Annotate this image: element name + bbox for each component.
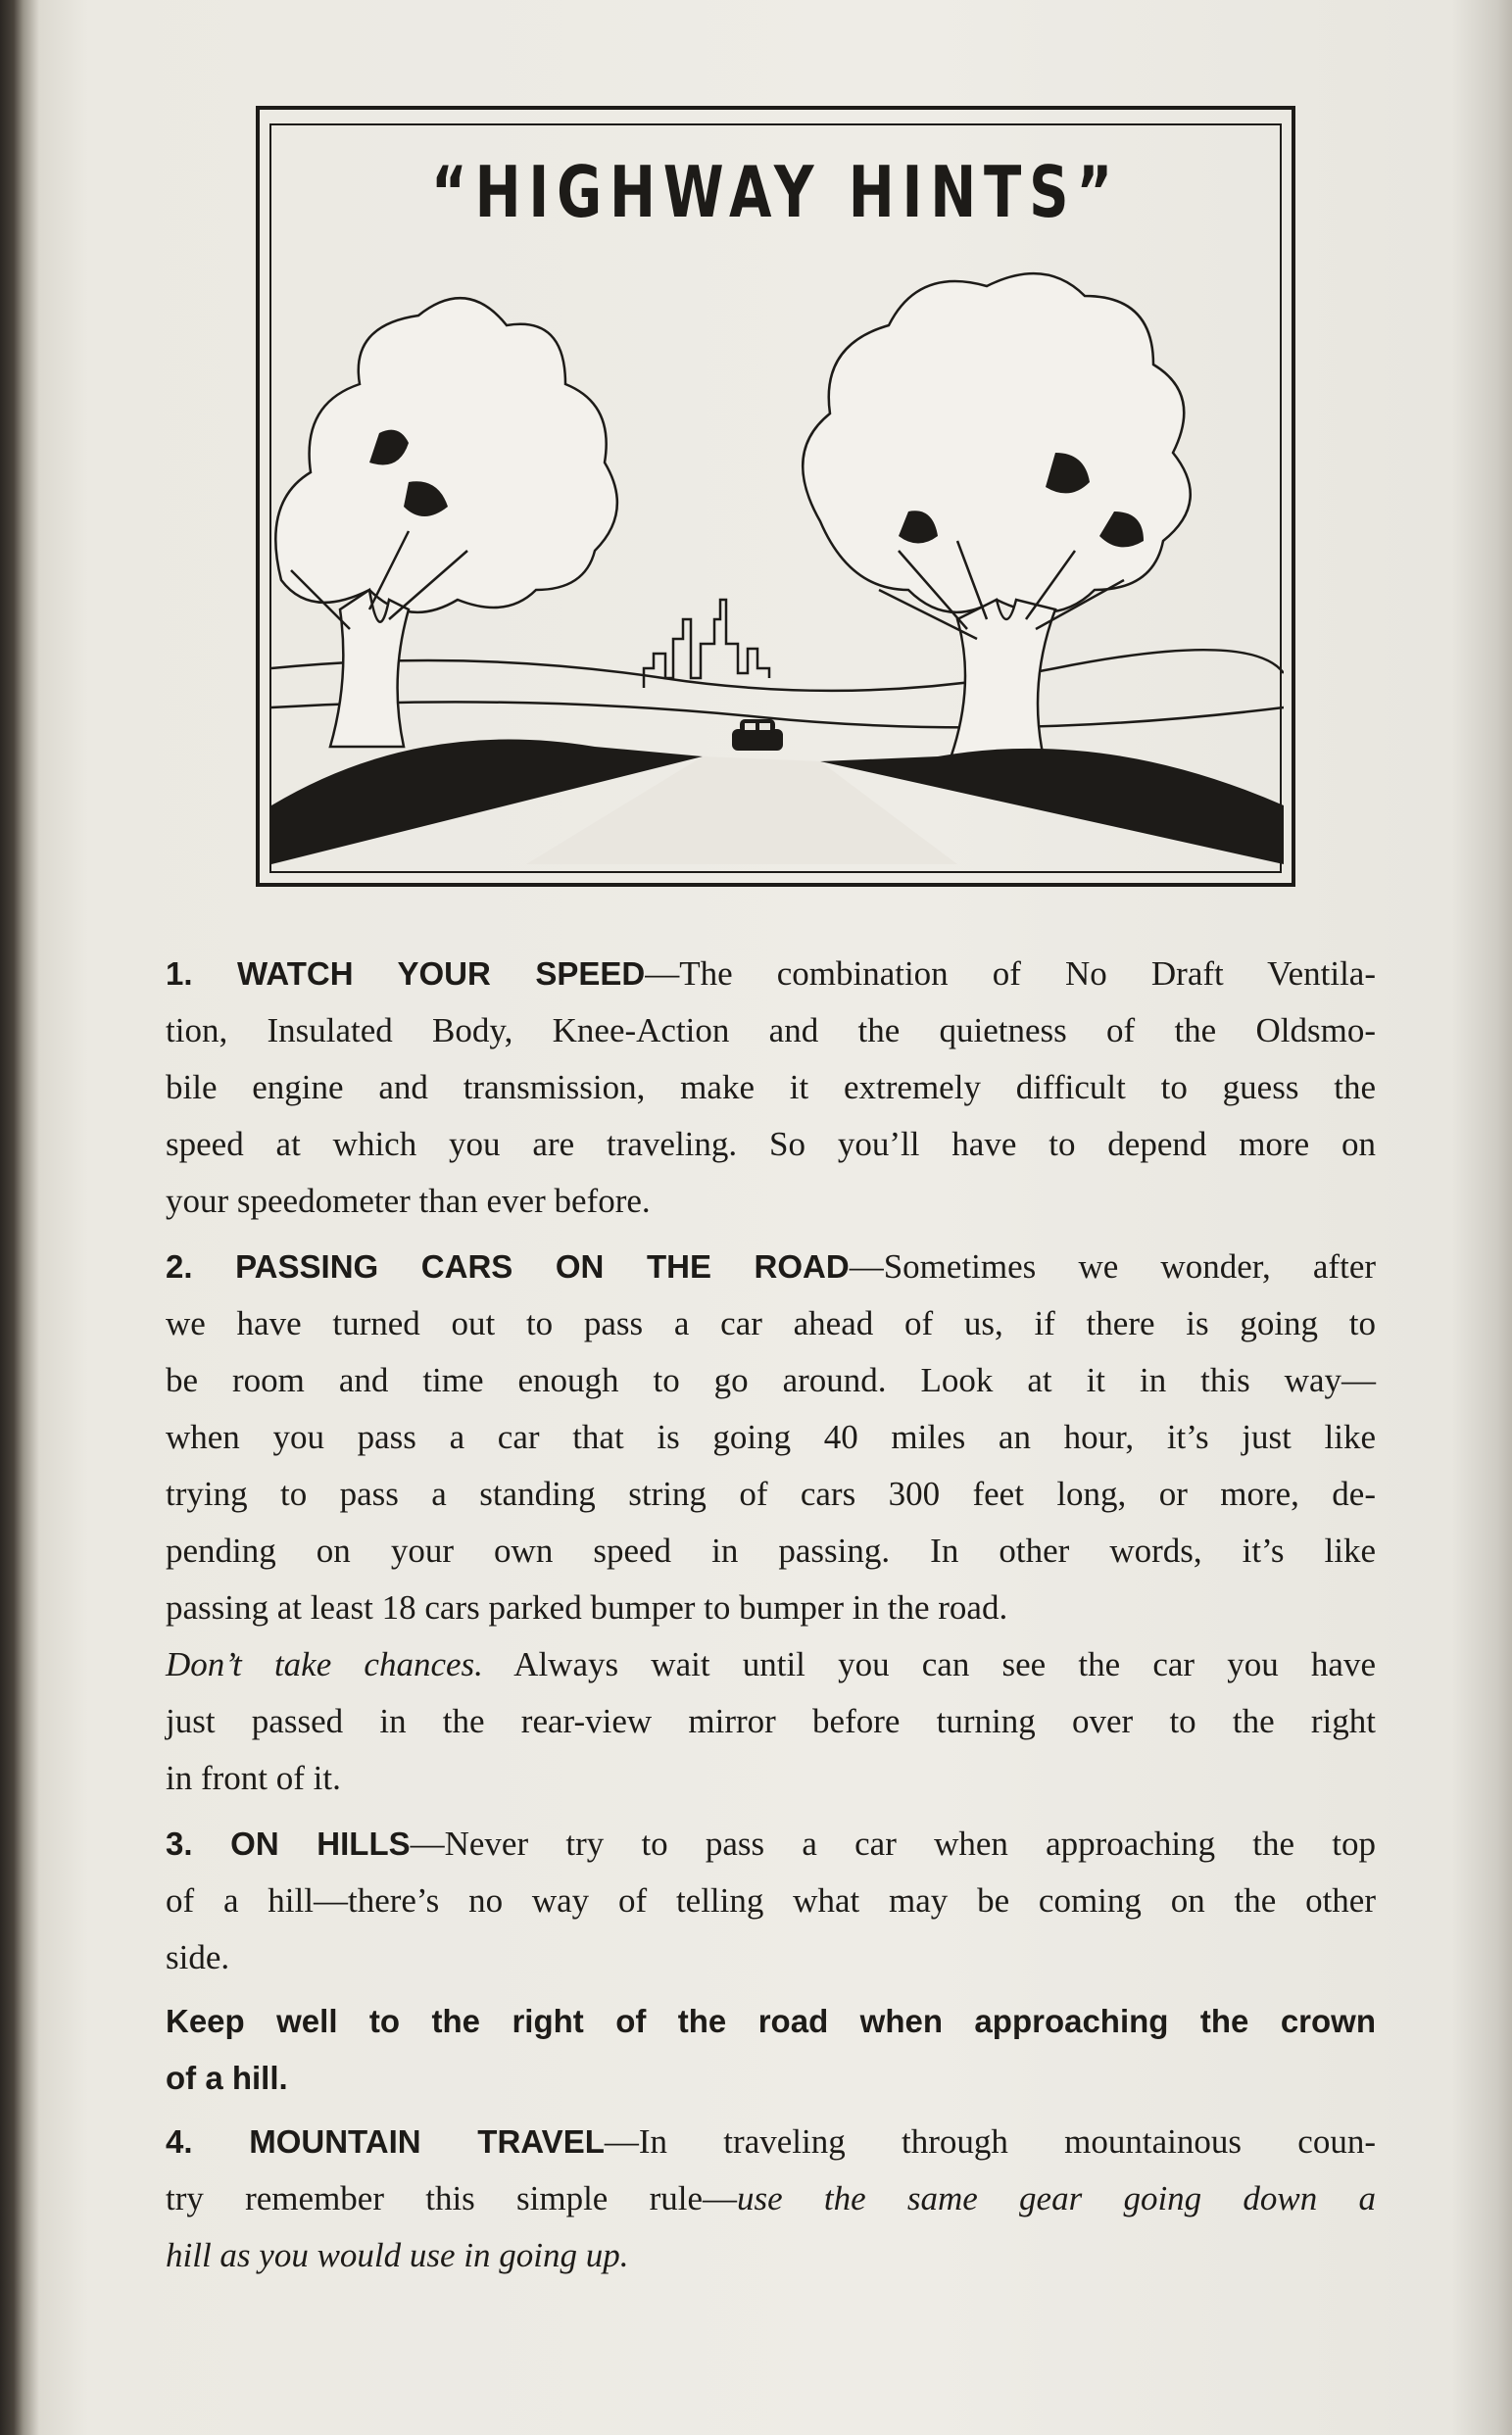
hint-text: speed at which you are traveling. So you’ll have to depend more on xyxy=(166,1125,1376,1163)
hint-heading: 3. ON HILLS xyxy=(166,1826,411,1862)
hint-text: of a hill—there’s no way of telling what may be coming on the other xyxy=(166,1881,1376,1920)
hint-text: —In traveling through mountainous coun- xyxy=(604,2122,1376,2161)
hint-text: Always wait until you can see the car you have xyxy=(482,1645,1377,1683)
hint-text: your speedometer than ever before. xyxy=(166,1182,651,1220)
hint-text: —Sometimes we wonder, after xyxy=(849,1247,1377,1286)
hint-text: passing at least 18 cars parked bumper to bumper in the road. xyxy=(166,1588,1008,1627)
illustration-frame xyxy=(256,106,1295,887)
hint-4 xyxy=(166,2114,1376,2284)
hint-text: trying to pass a standing string of cars 300 feet long, or more, de- xyxy=(166,1475,1376,1513)
hint-emphasis: use the same gear going down a xyxy=(737,2179,1376,2217)
hint-text: when you pass a car that is going 40 miles an hour, it’s just like xyxy=(166,1418,1376,1456)
hint-heading: 2. PASSING CARS ON THE ROAD xyxy=(166,1248,850,1285)
hint-text: we have turned out to pass a car ahead of us, if there is going to xyxy=(166,1304,1376,1342)
hint-text: try remember this simple rule— xyxy=(166,2179,737,2217)
hint-text: tion, Insulated Body, Knee-Action and the quietness of the Oldsmo- xyxy=(166,1011,1376,1049)
hint-text: bile engine and transmission, make it extremely difficult to guess the xyxy=(166,1068,1376,1106)
hint-emphasis: Don’t take chances. xyxy=(166,1645,483,1683)
hint-text: be room and time enough to go around. Look at it in this way— xyxy=(166,1361,1376,1399)
hint-text: in front of it. xyxy=(166,1759,341,1797)
hill-warning xyxy=(166,1993,1376,2107)
hint-text: just passed in the rear-view mirror before turning over to the right xyxy=(166,1702,1376,1740)
page-title: “HIGHWAY HINTS” xyxy=(430,151,1121,233)
hint-text: —Never try to pass a car when approaching the top xyxy=(410,1825,1376,1863)
hint-emphasis: hill as you would use in going up. xyxy=(166,2236,629,2274)
hint-text: —The combination of No Draft Ventila- xyxy=(645,954,1376,993)
hint-heading: 1. WATCH YOUR SPEED xyxy=(166,955,646,992)
hint-2 xyxy=(166,1239,1376,1807)
warning-text: of a hill. xyxy=(166,2060,288,2096)
car-icon xyxy=(732,719,783,751)
hint-heading: 4. MOUNTAIN TRAVEL xyxy=(166,2123,605,2160)
warning-text: Keep well to the right of the road when approaching the crown xyxy=(166,2003,1376,2039)
road-trees-city-illustration xyxy=(271,257,1284,864)
hint-text: side. xyxy=(166,1938,230,1976)
hint-1 xyxy=(166,946,1376,1230)
hint-text: pending on your own speed in passing. In other words, it’s like xyxy=(166,1532,1376,1570)
hint-3 xyxy=(166,1816,1376,1986)
